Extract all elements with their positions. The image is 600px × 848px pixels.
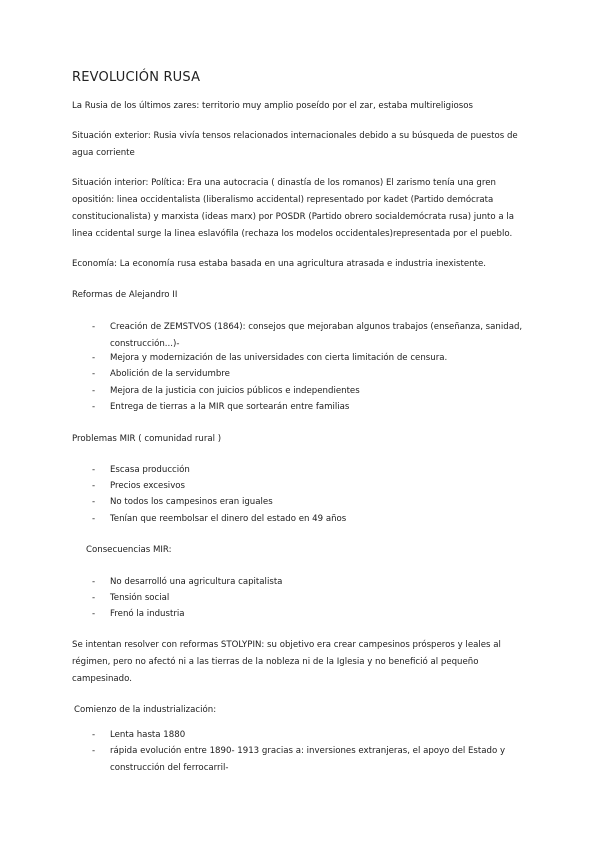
interior-paragraph: Situación interior: Política: Era una autocracia ( dinastía de los romanos) El zarismo tenía una gren opositión: linea occidentalista (liberalismo accidental) representado por kadet (Partido demócrata constitucionalista) y marxista (ideas marx) por POSDR (Partido obrero socialdemócrata rusa) junto a la linea ccidental surge la linea eslavófila (rechaza los modelos occidentales)representada por el pueblo. [72, 178, 515, 239]
bullet-dash: - [92, 322, 96, 332]
list-item-text: Mejora de la justicia con juicios públicos e independientes [110, 386, 360, 396]
bullet-dash: - [92, 386, 96, 396]
bullet-dash: - [92, 609, 96, 619]
list-item-text: Entrega de tierras a la MIR que sortearán entre familias [110, 402, 350, 412]
economy-paragraph: Economía: La economía rusa estaba basada en una agricultura atrasada e industria inexistente. [72, 259, 486, 269]
bullet-dash: - [92, 369, 96, 379]
list-item-text: Lenta hasta 1880 [110, 730, 186, 740]
bullet-dash: - [92, 577, 96, 587]
list-item [92, 383, 532, 400]
list-item-text: Escasa producción [110, 465, 190, 475]
intro-paragraph: La Rusia de los últimos zares: territorio muy amplio poseído por el zar, estaba multireligiosos [72, 101, 473, 111]
list-item [92, 319, 532, 353]
list-item-text: Mejora y modernización de las universidades con cierta limitación de censura. [110, 353, 448, 363]
page-title: REVOLUCIÓN RUSA [72, 70, 201, 85]
bullet-dash: - [92, 593, 96, 603]
list-item [92, 462, 532, 479]
bullet-dash: - [92, 497, 96, 507]
list-item [92, 511, 532, 528]
list-item-text: No todos los campesinos eran iguales [110, 497, 273, 507]
list-item [92, 478, 532, 495]
list-item-text: Precios excesivos [110, 481, 186, 491]
list-item [92, 743, 532, 777]
reformas-heading: Reformas de Alejandro II [72, 290, 178, 300]
list-item-text: Frenó la industria [110, 609, 185, 619]
list-item-text: Tensión social [110, 593, 170, 603]
list-item [92, 590, 532, 607]
consecuencias-heading: Consecuencias MIR: [86, 545, 172, 555]
list-item [92, 366, 532, 383]
list-item [92, 494, 532, 511]
list-item-text: Creación de ZEMSTVOS (1864): consejos que mejoraban algunos trabajos (enseñanza, sanidad, construcción...)- [110, 322, 523, 349]
bullet-dash: - [92, 465, 96, 475]
list-item [92, 399, 532, 416]
stolypin-paragraph: Se intentan resolver con reformas STOLYPIN: su objetivo era crear campesinos prósperos y leales al régimen, pero no afectó ni a las tierras de la nobleza ni de la Iglesia y no benefició al pequeño campesinado. [72, 640, 501, 684]
bullet-dash: - [92, 402, 96, 412]
bullet-dash: - [92, 514, 96, 524]
list-item-text: rápida evolución entre 1890- 1913 gracias a: inversiones extranjeras, el apoyo del Estado y construcción del ferrocarril- [110, 746, 506, 773]
list-item [92, 727, 532, 744]
list-item-text: No desarrolló una agricultura capitalista [110, 577, 283, 587]
bullet-dash: - [92, 730, 96, 740]
exterior-paragraph: Situación exterior: Rusia vivía tensos relacionados internacionales debido a su búsqueda de puestos de agua corriente [72, 131, 518, 158]
industrializacion-heading: Comienzo de la industrialización: [74, 705, 217, 715]
bullet-dash: - [92, 353, 96, 363]
bullet-dash: - [92, 746, 96, 756]
list-item [92, 606, 532, 623]
list-item-text: Tenían que reembolsar el dinero del estado en 49 años [110, 514, 347, 524]
bullet-dash: - [92, 481, 96, 491]
list-item-text: Abolición de la servidumbre [110, 369, 230, 379]
list-item [92, 574, 532, 591]
problemas-heading: Problemas MIR ( comunidad rural ) [72, 434, 222, 444]
list-item [92, 350, 532, 367]
